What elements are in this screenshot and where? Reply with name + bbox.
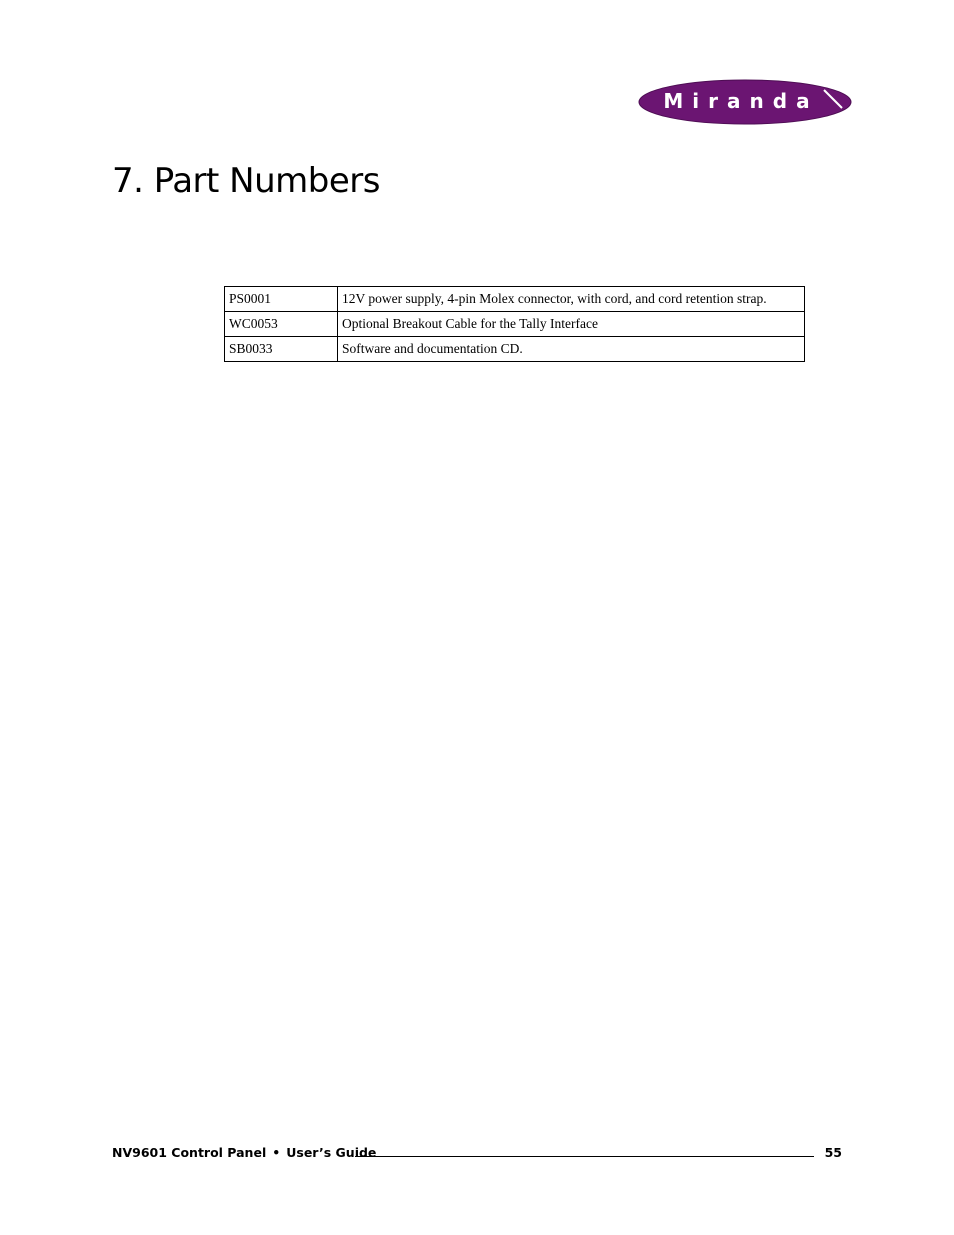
page-number: 55	[824, 1145, 842, 1160]
table-row	[225, 287, 805, 312]
footer-separator: •	[272, 1145, 281, 1160]
footer-product: NV9601 Control Panel	[112, 1145, 267, 1160]
description-cell: Optional Breakout Cable for the Tally Interface	[338, 312, 805, 337]
footer-rule	[355, 1156, 814, 1157]
part-number-cell: PS0001	[225, 287, 338, 312]
part-numbers-table	[224, 286, 805, 362]
logo-wordmark: Miranda	[663, 89, 819, 113]
footer-doc-name	[112, 1145, 376, 1160]
footer-guide: User’s Guide	[286, 1145, 377, 1160]
page-title: 7. Part Numbers	[112, 161, 380, 201]
part-number-cell: WC0053	[225, 312, 338, 337]
description-cell: 12V power supply, 4-pin Molex connector, with cord, and cord retention strap.	[338, 287, 805, 312]
part-number-cell: SB0033	[225, 337, 338, 362]
description-cell: Software and documentation CD.	[338, 337, 805, 362]
page-footer	[112, 1145, 842, 1165]
table-row	[225, 337, 805, 362]
miranda-logo	[638, 78, 854, 126]
table-row	[225, 312, 805, 337]
